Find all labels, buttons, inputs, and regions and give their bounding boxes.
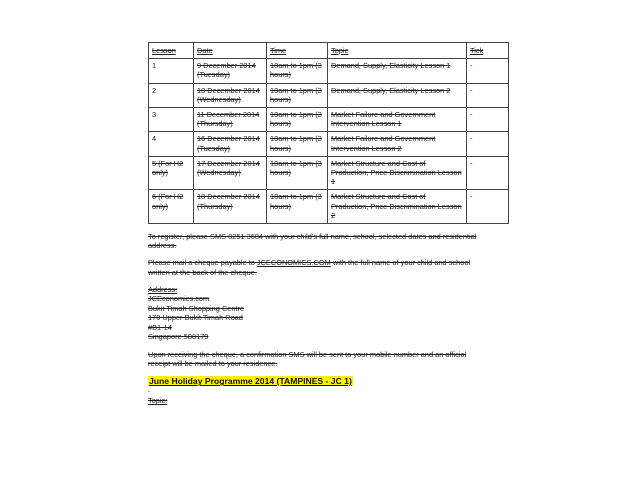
jceconomics-link[interactable]: JCECONOMICS.COM (256, 258, 331, 268)
cell-tick: - (467, 132, 509, 156)
cell-tick: - (467, 59, 509, 83)
table-row (149, 108, 509, 132)
table-header-row (149, 43, 509, 59)
table-row (149, 59, 509, 83)
cell-time: 10am to 1pm (3 hours) (267, 190, 328, 224)
cell-topic: Demand, Supply, Elasticity Lesson 2 (328, 83, 467, 107)
schedule-table (148, 42, 509, 224)
cheque-instructions (148, 258, 478, 276)
address-line: #B1-14 (148, 322, 172, 332)
cell-time: 10am to 1pm (3 hours) (267, 83, 328, 107)
cell-date: 10 December 2014 (Wednesday) (194, 83, 267, 107)
address-line: Singapore 588179 (148, 332, 209, 342)
address-line: 170 Upper Bukit Timah Road (148, 313, 243, 323)
register-instructions: To register, please SMS 8251 3684 with your child's full name, school, selected dates and residential address. (148, 232, 477, 251)
cell-topic: Demand, Supply, Elasticity Lesson 1 (328, 59, 467, 83)
cell-date: 11 December 2014 (Thursday) (194, 108, 267, 132)
programme-heading (148, 377, 478, 386)
cell-lesson: 2 (149, 83, 194, 107)
separator-dash: - (148, 389, 150, 396)
header-topic: Topic (328, 43, 467, 59)
address-line: Bukit Timah Shopping Centre (148, 303, 245, 313)
cell-tick: - (467, 83, 509, 107)
header-time: Time (267, 43, 328, 59)
address-label: Address: (148, 284, 178, 294)
cell-lesson: 3 (149, 108, 194, 132)
address-block (148, 285, 478, 342)
cell-topic: Market Structure and Cost of Production, Price Discrimination Lesson 1 (328, 156, 467, 190)
cheque-text-after: with the full name of your child and school written at the back of the cheque. (148, 258, 471, 277)
header-date: Date (194, 43, 267, 59)
cell-date: 9 December 2014 (Tuesday) (194, 59, 267, 83)
cell-lesson: 5 (For H2 only) (149, 156, 194, 190)
table-row (149, 156, 509, 190)
cell-time: 10am to 1pm (3 hours) (267, 156, 328, 190)
programme-heading-text: June Holiday Programme 2014 (TAMPINES - JC 1) (149, 376, 352, 387)
cell-topic: Market Failure and Government Intervention Lesson 2 (328, 132, 467, 156)
cheque-text-before: Please mail a cheque payable to (148, 258, 257, 268)
cell-time: 10am to 1pm (3 hours) (267, 132, 328, 156)
document-page (148, 42, 484, 406)
cell-lesson: 4 (149, 132, 194, 156)
cell-time: 10am to 1pm (3 hours) (267, 108, 328, 132)
cell-lesson: 1 (149, 59, 194, 83)
table-row (149, 132, 509, 156)
table-row (149, 190, 509, 224)
cell-time: 10am to 1pm (3 hours) (267, 59, 328, 83)
cell-date: 16 December 2014 (Tuesday) (194, 132, 267, 156)
cell-tick: - (467, 156, 509, 190)
cell-tick: - (467, 108, 509, 132)
cell-date: 17 December 2014 (Wednesday) (194, 156, 267, 190)
cell-topic: Market Structure and Cost of Production, Price Discrimination Lesson 2 (328, 190, 467, 224)
confirmation-notice: Upon receiving the cheque, a confirmation SMS will be sent to your mobile number and an official receipt will be mailed to your residence. (148, 349, 467, 369)
cell-topic: Market Failure and Government Intervention Lesson 1 (328, 108, 467, 132)
table-row (149, 83, 509, 107)
header-lesson: Lesson (149, 43, 194, 59)
cell-date: 18 December 2014 (Thursday) (194, 190, 267, 224)
address-line: JCEconomics.com (148, 294, 210, 304)
header-tick: Tick (467, 43, 509, 59)
topic-label: Topic: (148, 396, 168, 406)
cell-lesson: 6 (For H2 only) (149, 190, 194, 224)
cell-tick: - (467, 190, 509, 224)
